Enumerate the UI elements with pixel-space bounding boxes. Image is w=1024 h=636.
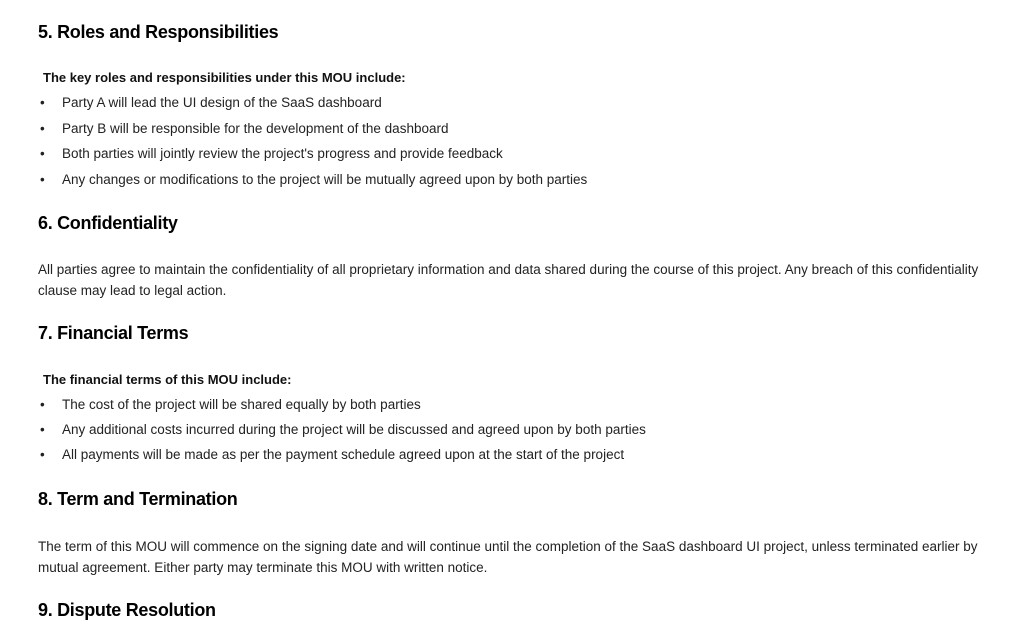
list-item-text: Any additional costs incurred during the project will be discussed and agreed upon by both parties — [62, 422, 646, 437]
list-item: • The cost of the project will be shared equally by both parties — [40, 397, 421, 412]
list-item-text: Party A will lead the UI design of the SaaS dashboard — [62, 95, 382, 110]
section-heading: 7. Financial Terms — [38, 323, 189, 343]
section-body: The term of this MOU will commence on the signing date and will continue until the completion of the SaaS dashboard UI project, unless terminated earlier by mutual agreement. Either party may terminate this MOU with written notice. — [38, 539, 978, 575]
list-item-text: Both parties will jointly review the project's progress and provide feedback — [62, 146, 503, 161]
list-item: • Any changes or modifications to the project will be mutually agreed upon by both parties — [40, 172, 588, 187]
section-intro: The key roles and responsibilities under this MOU include: — [43, 70, 406, 85]
section-heading: 9. Dispute Resolution — [38, 600, 216, 620]
section-body: All parties agree to maintain the confidentiality of all proprietary information and data shared during the course of this project. Any breach of this confidentiality clause may lead to legal action. — [38, 262, 979, 298]
section-heading: 5. Roles and Responsibilities — [38, 22, 279, 42]
list-item-text: The cost of the project will be shared equally by both parties — [62, 397, 421, 412]
list-item: • Party A will lead the UI design of the SaaS dashboard — [40, 95, 382, 110]
list-item: • Any additional costs incurred during the project will be discussed and agreed upon by both parties — [40, 422, 646, 437]
section-intro: The financial terms of this MOU include: — [43, 372, 292, 387]
list-item-text: All payments will be made as per the payment schedule agreed upon at the start of the project — [62, 447, 625, 462]
list-item-text: Party B will be responsible for the development of the dashboard — [62, 121, 449, 136]
section-heading: 8. Term and Termination — [38, 489, 238, 509]
section-heading: 6. Confidentiality — [38, 213, 178, 233]
list-item: • Party B will be responsible for the development of the dashboard — [40, 121, 449, 136]
list-item: • All payments will be made as per the payment schedule agreed upon at the start of the project — [40, 447, 625, 462]
list-item-text: Any changes or modifications to the project will be mutually agreed upon by both parties — [62, 172, 588, 187]
list-item: • Both parties will jointly review the project's progress and provide feedback — [40, 146, 503, 161]
